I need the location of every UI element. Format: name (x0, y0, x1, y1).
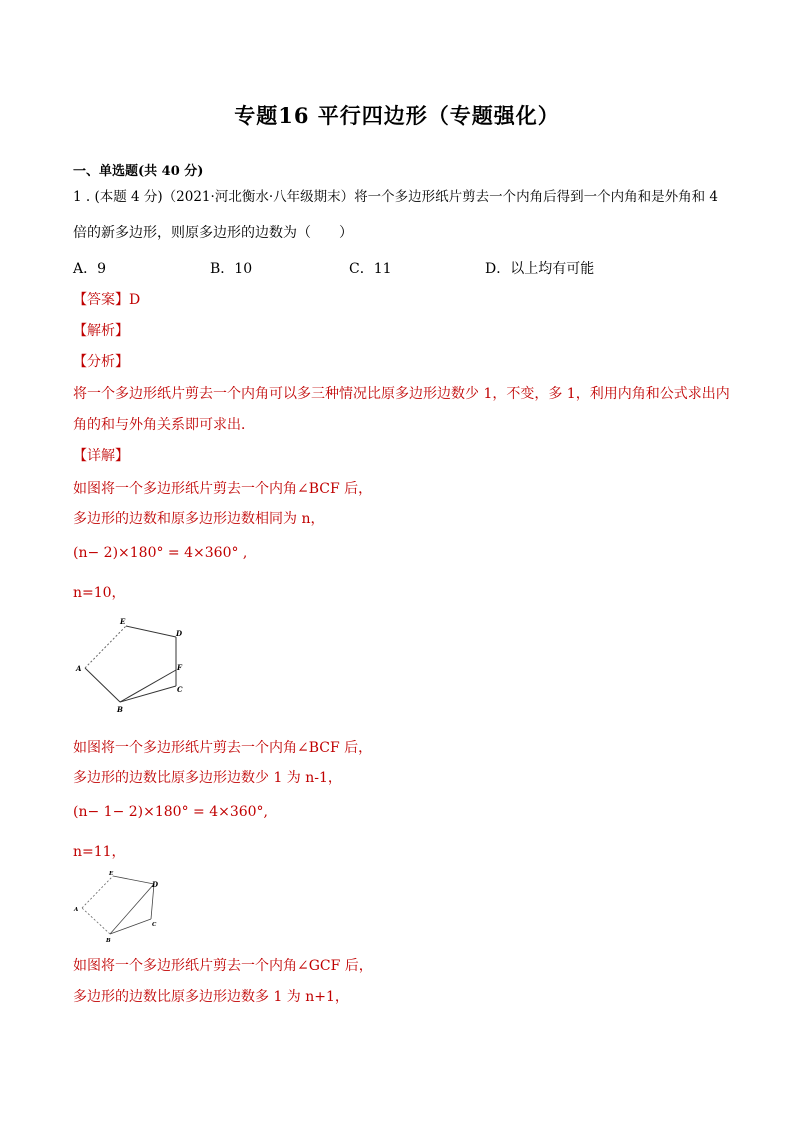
case2-line1: 如图将一个多边形纸片剪去一个内角∠BCF 后， (73, 740, 373, 756)
case2-result: n=11， (73, 844, 126, 860)
figure1-label-f: F (177, 663, 182, 672)
fenxi-label: 【分析】 (73, 354, 129, 370)
figure2-label-c: C (152, 922, 157, 928)
section-heading: 一、单选题(共 40 分) (73, 164, 204, 179)
figure2-label-b: B (106, 938, 111, 944)
option-d: D．以上均有可能 (485, 261, 595, 277)
page-title: 专题16 平行四边形（专题强化） (234, 103, 560, 128)
figure1-label-b: B (117, 705, 123, 714)
case3-line2: 多边形的边数比原多边形边数多 1 为 n+1， (73, 989, 349, 1005)
case2-line2: 多边形的边数比原多边形边数少 1 为 n-1， (73, 770, 342, 786)
figure1-label-c: C (177, 685, 183, 694)
question-text-line2: 倍的新多边形，则原多边形的边数为（ ） (73, 225, 353, 241)
figure2-label-d: D (152, 880, 159, 889)
option-c: C．11 (349, 261, 392, 277)
figure2-label-e: E (109, 871, 114, 877)
case1-result: n=10， (73, 585, 126, 601)
case1-line2: 多边形的边数和原多边形边数相同为 n， (73, 511, 325, 527)
fenxi-text-line1: 将一个多边形纸片剪去一个内角可以多三种情况比原多边形边数少 1，不变，多 1，利用内角和公式求出内 (73, 386, 730, 402)
case1-line1: 如图将一个多边形纸片剪去一个内角∠BCF 后， (73, 481, 373, 497)
figure2-label-a: A (74, 907, 79, 913)
option-a: A．9 (73, 261, 107, 277)
case1-formula: (n− 2)×180° = 4×360° , (73, 545, 248, 561)
figure-case1 (70, 612, 195, 717)
fenxi-text-line2: 角的和与外角关系即可求出． (73, 417, 255, 433)
question-text-line1: 1 . (本题 4 分)（2021·河北衡水·八年级期末）将一个多边形纸片剪去一个内角后得到一个内角和是外角和 4 (73, 189, 718, 205)
figure1-label-a: A (76, 664, 82, 673)
option-b: B．10 (210, 261, 253, 277)
case3-line1: 如图将一个多边形纸片剪去一个内角∠GCF 后， (73, 958, 373, 974)
figure-case2 (70, 866, 170, 946)
figure1-label-d: D (176, 629, 183, 638)
analysis-label: 【解析】 (73, 323, 129, 339)
case2-formula: (n− 1− 2)×180° = 4×360°, (73, 804, 269, 820)
figure1-label-e: E (120, 617, 126, 626)
answer-label: 【答案】D (73, 292, 141, 308)
detail-label: 【详解】 (73, 448, 129, 464)
